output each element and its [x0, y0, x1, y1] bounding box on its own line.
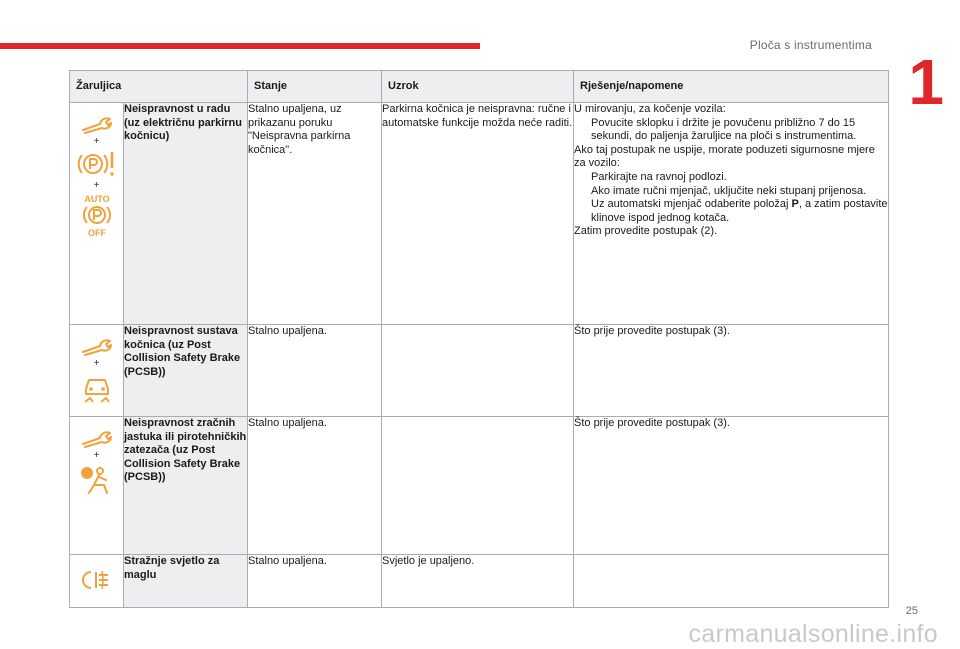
plus-sign: +	[93, 450, 100, 461]
solution-paragraph: Zatim provedite postupak (2).	[574, 225, 718, 238]
state-text: Stalno upaljena.	[248, 325, 382, 417]
auto-p-off-icon	[79, 193, 115, 237]
solution-paragraph: U mirovanju, za kočenje vozila:	[574, 103, 726, 115]
wrench-icon	[80, 113, 114, 135]
cause-text: Svjetlo je upaljeno.	[382, 555, 574, 608]
header-accent-bar	[0, 43, 480, 49]
column-header-lamp: Žaruljica	[70, 71, 248, 103]
cause-text: Parkirna kočnica je neispravna: ručne i automatske funkcije možda neće raditi.	[382, 103, 574, 325]
solution-bullet: Ako imate ručni mjenjač, uključite neki stupanj prijenosa.	[591, 184, 867, 197]
state-text: Stalno upaljena, uz prikazanu poruku "Neispravna parkirna kočnica".	[248, 103, 382, 325]
solution-text: Što prije provedite postupak (3).	[574, 417, 889, 555]
table-row	[70, 103, 889, 325]
chapter-number: 1	[908, 46, 944, 118]
table-header-row	[70, 71, 889, 103]
parking-brake-fault-icon	[77, 149, 117, 179]
cause-text	[382, 417, 574, 555]
column-header-cause: Uzrok	[382, 71, 574, 103]
page-number: 25	[905, 605, 918, 617]
auto-label: AUTO	[83, 194, 110, 204]
page-section-title: Ploča s instrumentima	[749, 38, 872, 52]
solution-bullet: Uz automatski mjenjač odaberite položaj P, a zatim postavite klinove ispod jednog kotača.	[591, 198, 888, 224]
plus-sign: +	[93, 358, 100, 369]
lamp-icons-cell	[70, 417, 124, 555]
lamp-name: Stražnje svjetlo za maglu	[124, 555, 248, 608]
lamp-icons-cell	[70, 325, 124, 417]
plus-sign: +	[93, 136, 100, 147]
lamp-name: Neispravnost zračnih jastuka ili pirotehničkih zatezača (uz Post Collision Safety Brake (PCSB))	[124, 417, 248, 555]
lamp-icons-cell	[70, 555, 124, 608]
rear-fog-light-icon	[82, 569, 112, 591]
state-text: Stalno upaljena.	[248, 417, 382, 555]
plus-sign: +	[93, 180, 100, 191]
lamp-icons-cell	[70, 103, 124, 325]
watermark-text: carmanualsonline.info	[688, 620, 938, 648]
warning-lamp-table	[69, 70, 889, 608]
solution-bullet: Povucite sklopku i držite je povučenu približno 7 do 15 sekundi, do paljenja žaruljice na ploči s instrumentima.	[591, 116, 857, 143]
solution-text	[574, 103, 889, 325]
table-row	[70, 417, 889, 555]
table-row	[70, 555, 889, 608]
pcsb-icon	[79, 371, 115, 407]
column-header-solution: Rješenje/napomene	[574, 71, 889, 103]
state-text: Stalno upaljena.	[248, 555, 382, 608]
wrench-icon	[80, 427, 114, 449]
column-header-state: Stanje	[248, 71, 382, 103]
cause-text	[382, 325, 574, 417]
solution-bullet: Parkirajte na ravnoj podlozi.	[591, 170, 727, 183]
lamp-name: Neispravnost sustava kočnica (uz Post Collision Safety Brake (PCSB))	[124, 325, 248, 417]
lamp-name: Neispravnost u radu (uz električnu parkirnu kočnicu)	[124, 103, 248, 325]
solution-paragraph: Ako taj postupak ne uspije, morate poduzeti sigurnosne mjere za vozilo:	[574, 143, 875, 170]
solution-text: Što prije provedite postupak (3).	[574, 325, 889, 417]
solution-text	[574, 555, 889, 608]
wrench-icon	[80, 335, 114, 357]
off-label: OFF	[87, 228, 106, 237]
airbag-icon	[79, 463, 115, 497]
table-row	[70, 325, 889, 417]
